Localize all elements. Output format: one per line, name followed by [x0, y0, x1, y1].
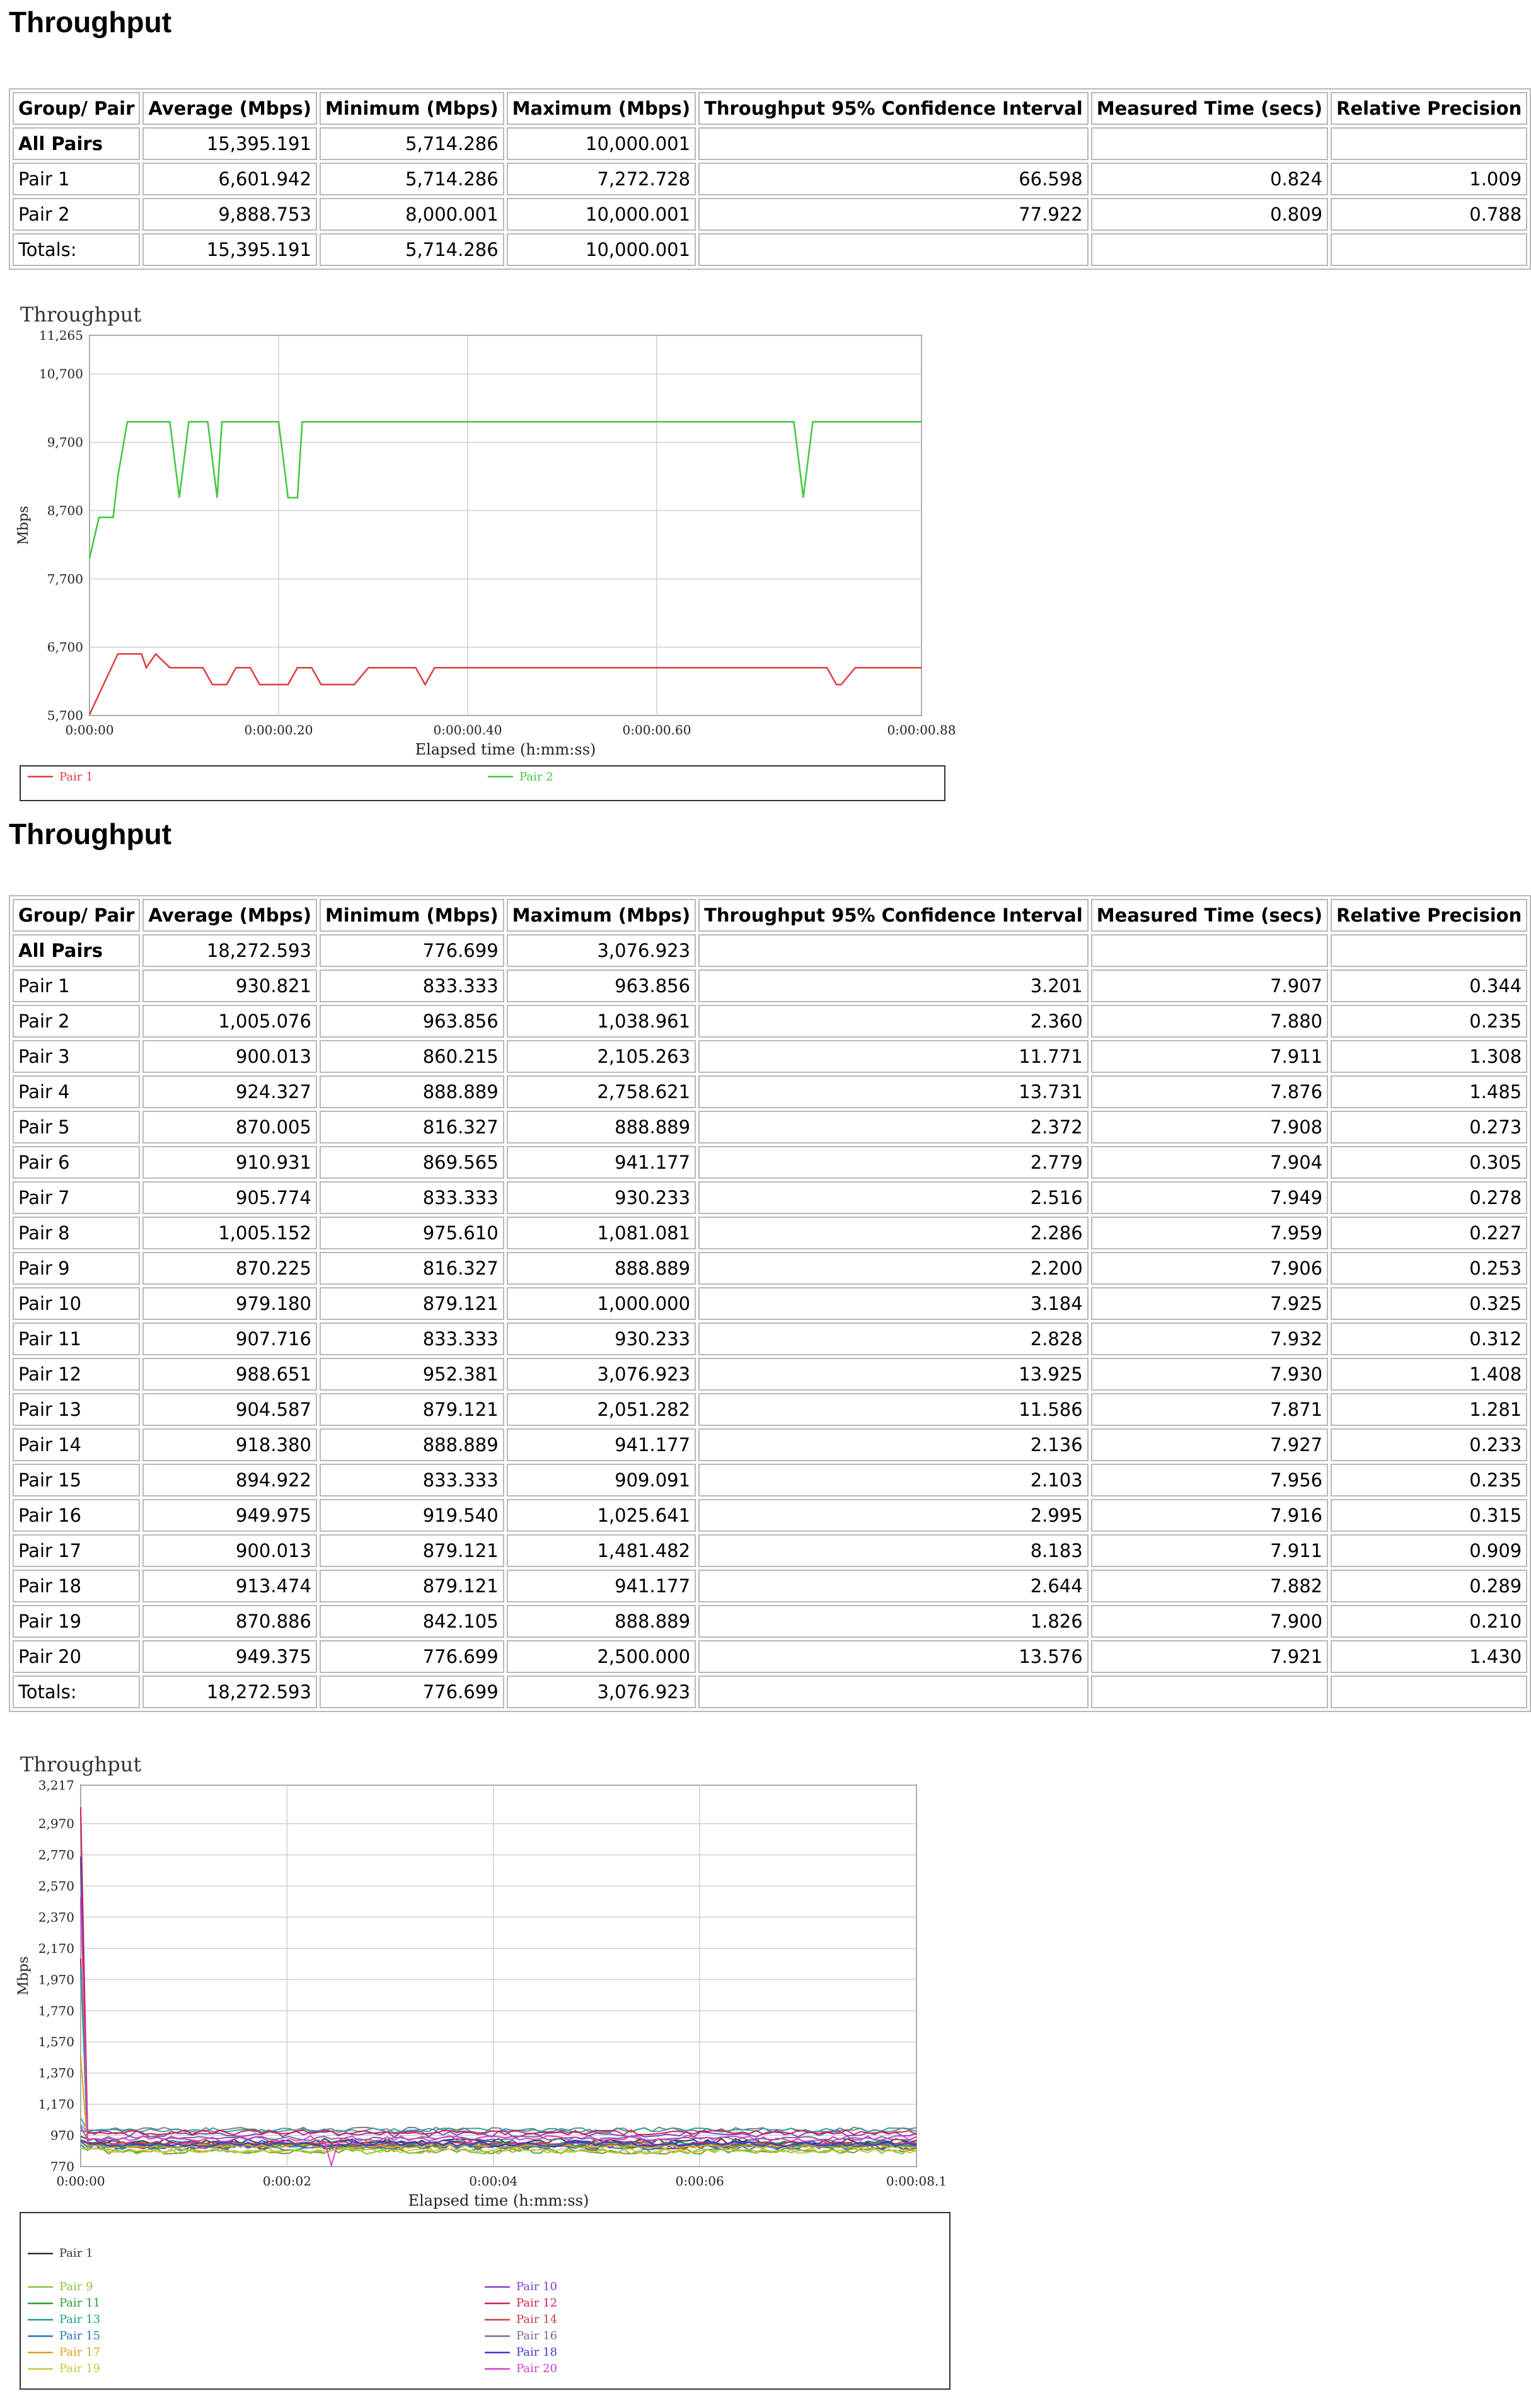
- table-cell: 7.876: [1091, 1075, 1328, 1108]
- x-tick-label: 0:00:02: [262, 2174, 311, 2189]
- table-cell: 879.121: [320, 1287, 504, 1320]
- chart-title: Throughput: [20, 1752, 142, 1776]
- legend-label: Pair 12: [516, 2296, 558, 2310]
- legend-label: Pair 18: [516, 2346, 558, 2359]
- y-tick-label: 2,770: [38, 1847, 74, 1863]
- column-header: Average (Mbps): [142, 92, 317, 125]
- table-cell: 2.372: [698, 1111, 1089, 1143]
- y-tick-label: 2,970: [38, 1816, 74, 1832]
- throughput-table: [9, 895, 1531, 1712]
- table-cell: 1,025.641: [507, 1499, 696, 1532]
- table-cell: [1091, 934, 1328, 967]
- table-cell: 2,758.621: [507, 1075, 696, 1108]
- row-label: All Pairs: [13, 127, 140, 160]
- table-cell: 870.005: [142, 1111, 317, 1143]
- table-cell: 1.009: [1331, 163, 1527, 195]
- table-cell: 3,076.923: [507, 1358, 696, 1391]
- table-row: [13, 1323, 1527, 1355]
- table-cell: 0.909: [1331, 1534, 1527, 1567]
- x-tick-label: 0:00:00.40: [433, 722, 502, 738]
- row-label: Pair 18: [13, 1570, 140, 1602]
- table-cell: 5,714.286: [320, 163, 504, 195]
- table-cell: 7.956: [1091, 1464, 1328, 1496]
- x-tick-label: 0:00:00: [65, 722, 114, 738]
- table-cell: 0.210: [1331, 1605, 1527, 1638]
- section-title: Throughput: [9, 818, 172, 850]
- column-header: Throughput 95% Confidence Interval: [698, 899, 1089, 932]
- x-tick-label: 0:00:04: [469, 2174, 518, 2189]
- table-cell: 0.809: [1091, 198, 1328, 231]
- table-cell: 13.731: [698, 1075, 1089, 1108]
- table-cell: 8,000.001: [320, 198, 504, 231]
- table-cell: 5,714.286: [320, 233, 504, 266]
- table-cell: 7.906: [1091, 1252, 1328, 1285]
- table-cell: 975.610: [320, 1217, 504, 1249]
- table-cell: 7.925: [1091, 1287, 1328, 1320]
- table-cell: 11.586: [698, 1393, 1089, 1426]
- table-row: [13, 1111, 1527, 1143]
- column-header: Measured Time (secs): [1091, 92, 1328, 125]
- table-row: [13, 1358, 1527, 1391]
- y-tick-label: 2,370: [38, 1909, 74, 1925]
- table-cell: 7.882: [1091, 1570, 1328, 1602]
- table-cell: 1,038.961: [507, 1005, 696, 1038]
- legend-label: Pair 1: [59, 770, 93, 784]
- plot-area: [90, 335, 921, 715]
- table-cell: 7.927: [1091, 1428, 1328, 1461]
- table-cell: 907.716: [142, 1323, 317, 1355]
- y-tick-label: 2,170: [38, 1940, 74, 1956]
- table-cell: 963.856: [507, 970, 696, 1002]
- table-cell: 7.949: [1091, 1181, 1328, 1214]
- column-header: Measured Time (secs): [1091, 899, 1328, 932]
- table-row: [13, 1605, 1527, 1638]
- table-cell: 1.408: [1331, 1358, 1527, 1391]
- table-cell: 1.281: [1331, 1393, 1527, 1426]
- table-cell: 888.889: [507, 1605, 696, 1638]
- table-cell: 7.932: [1091, 1323, 1328, 1355]
- table-cell: 1.826: [698, 1605, 1089, 1638]
- legend-box: [20, 766, 945, 801]
- y-tick-label: 1,770: [38, 2003, 74, 2018]
- table-cell: 77.922: [698, 198, 1089, 231]
- table-cell: 924.327: [142, 1075, 317, 1108]
- table-cell: 7.904: [1091, 1146, 1328, 1179]
- y-tick-label: 2,570: [38, 1878, 74, 1894]
- table-cell: 2.136: [698, 1428, 1089, 1461]
- table-cell: [698, 1676, 1089, 1708]
- table-cell: 979.180: [142, 1287, 317, 1320]
- table-cell: 1,005.152: [142, 1217, 317, 1249]
- table-cell: 894.922: [142, 1464, 317, 1496]
- y-tick-label: 770: [50, 2159, 74, 2174]
- table-cell: 879.121: [320, 1393, 504, 1426]
- row-label: Pair 16: [13, 1499, 140, 1532]
- row-label: Pair 9: [13, 1252, 140, 1285]
- table-cell: 7.930: [1091, 1358, 1328, 1391]
- table-cell: 776.699: [320, 1640, 504, 1673]
- table-cell: 833.333: [320, 1181, 504, 1214]
- legend-box: [20, 2213, 950, 2389]
- y-axis-label: Mbps: [16, 506, 32, 545]
- table-cell: 15,395.191: [142, 233, 317, 266]
- table-cell: 1.308: [1331, 1040, 1527, 1073]
- row-label: Pair 1: [13, 163, 140, 195]
- table-cell: 6,601.942: [142, 163, 317, 195]
- y-tick-label: 7,700: [47, 571, 83, 587]
- row-label: All Pairs: [13, 934, 140, 967]
- table-cell: 66.598: [698, 163, 1089, 195]
- legend-label: Pair 14: [516, 2313, 558, 2326]
- table-cell: 2,051.282: [507, 1393, 696, 1426]
- legend-label: Pair 9: [59, 2280, 93, 2293]
- table-row: [13, 1217, 1527, 1249]
- table-row: [13, 198, 1527, 231]
- table-cell: 2.103: [698, 1464, 1089, 1496]
- legend-label: Pair 13: [59, 2313, 101, 2326]
- table-cell: 2,105.263: [507, 1040, 696, 1073]
- table-cell: 1,000.000: [507, 1287, 696, 1320]
- table-cell: [698, 233, 1089, 266]
- table-cell: 941.177: [507, 1428, 696, 1461]
- table-header-row: [13, 899, 1527, 932]
- x-tick-label: 0:00:00: [56, 2174, 105, 2189]
- table-cell: 7.880: [1091, 1005, 1328, 1038]
- table-cell: 904.587: [142, 1393, 317, 1426]
- chart-title: Throughput: [20, 303, 142, 327]
- table-row: [13, 1287, 1527, 1320]
- row-label: Pair 20: [13, 1640, 140, 1673]
- row-label: Totals:: [13, 1676, 140, 1708]
- legend-label: Pair 16: [516, 2329, 558, 2342]
- table-cell: 918.380: [142, 1428, 317, 1461]
- x-tick-label: 0:00:00.88: [887, 722, 956, 738]
- row-label: Pair 5: [13, 1111, 140, 1143]
- table-cell: [1331, 934, 1527, 967]
- table-cell: 0.315: [1331, 1499, 1527, 1532]
- table-cell: 919.540: [320, 1499, 504, 1532]
- table-cell: 952.381: [320, 1358, 504, 1391]
- table-cell: 949.975: [142, 1499, 317, 1532]
- row-label: Pair 3: [13, 1040, 140, 1073]
- legend-label: Pair 10: [516, 2280, 558, 2293]
- table-cell: [1331, 1676, 1527, 1708]
- table-cell: 8.183: [698, 1534, 1089, 1567]
- plot-area: [81, 1785, 916, 2167]
- x-tick-label: 0:00:06: [675, 2174, 724, 2189]
- table-cell: 15,395.191: [142, 127, 317, 160]
- column-header: Throughput 95% Confidence Interval: [698, 92, 1089, 125]
- y-tick-label: 1,570: [38, 2034, 74, 2050]
- row-label: Totals:: [13, 233, 140, 266]
- table-cell: 776.699: [320, 934, 504, 967]
- row-label: Pair 8: [13, 1217, 140, 1249]
- table-cell: 7.916: [1091, 1499, 1328, 1532]
- table-cell: 2.516: [698, 1181, 1089, 1214]
- y-tick-label: 1,370: [38, 2065, 74, 2081]
- table-row: [13, 1570, 1527, 1602]
- y-tick-label: 6,700: [47, 639, 83, 655]
- table-cell: 930.233: [507, 1323, 696, 1355]
- table-cell: 833.333: [320, 970, 504, 1002]
- row-label: Pair 12: [13, 1358, 140, 1391]
- row-label: Pair 13: [13, 1393, 140, 1426]
- table-row: [13, 1534, 1527, 1567]
- table-cell: 816.327: [320, 1252, 504, 1285]
- table-cell: 0.325: [1331, 1287, 1527, 1320]
- table-cell: [1331, 127, 1527, 160]
- table-cell: 2.200: [698, 1252, 1089, 1285]
- y-tick-label: 5,700: [47, 708, 83, 723]
- throughput-chart: [9, 1746, 954, 2395]
- table-cell: 2.286: [698, 1217, 1089, 1249]
- table-row: [13, 1005, 1527, 1038]
- table-cell: 0.788: [1331, 198, 1527, 231]
- table-cell: 0.305: [1331, 1146, 1527, 1179]
- table-row: [13, 1252, 1527, 1285]
- legend-label: Pair 15: [59, 2329, 101, 2342]
- table-cell: 833.333: [320, 1464, 504, 1496]
- x-axis-label: Elapsed time (h:mm:ss): [408, 2192, 589, 2209]
- table-cell: 913.474: [142, 1570, 317, 1602]
- table-cell: 2.995: [698, 1499, 1089, 1532]
- table-cell: 9,888.753: [142, 198, 317, 231]
- table-cell: 888.889: [507, 1111, 696, 1143]
- table-cell: 963.856: [320, 1005, 504, 1038]
- legend-label: Pair 2: [519, 770, 553, 784]
- column-header: Average (Mbps): [142, 899, 317, 932]
- table-cell: 7.921: [1091, 1640, 1328, 1673]
- row-label: Pair 2: [13, 1005, 140, 1038]
- table-cell: 0.289: [1331, 1570, 1527, 1602]
- table-cell: [1091, 1676, 1328, 1708]
- throughput-chart: [9, 296, 954, 807]
- column-header: Group/ Pair: [13, 899, 140, 932]
- table-cell: 7.908: [1091, 1111, 1328, 1143]
- table-cell: 7.907: [1091, 970, 1328, 1002]
- table-cell: 1,081.081: [507, 1217, 696, 1249]
- x-tick-label: 0:00:08.1: [886, 2174, 947, 2189]
- y-tick-label: 11,265: [39, 328, 83, 343]
- table-cell: 13.576: [698, 1640, 1089, 1673]
- row-label: Pair 11: [13, 1323, 140, 1355]
- table-row: [13, 127, 1527, 160]
- table-cell: 3.201: [698, 970, 1089, 1002]
- table-cell: 7.900: [1091, 1605, 1328, 1638]
- row-label: Pair 15: [13, 1464, 140, 1496]
- row-label: Pair 6: [13, 1146, 140, 1179]
- table-row: [13, 934, 1527, 967]
- table-cell: 930.821: [142, 970, 317, 1002]
- column-header: Maximum (Mbps): [507, 899, 696, 932]
- column-header: Minimum (Mbps): [320, 899, 504, 932]
- legend-label: Pair 17: [59, 2346, 101, 2359]
- y-tick-label: 10,700: [39, 366, 83, 382]
- table-cell: 0.235: [1331, 1005, 1527, 1038]
- table-cell: 2.644: [698, 1570, 1089, 1602]
- row-label: Pair 19: [13, 1605, 140, 1638]
- table-cell: 879.121: [320, 1570, 504, 1602]
- table-cell: 900.013: [142, 1534, 317, 1567]
- y-tick-label: 1,970: [38, 1972, 74, 1988]
- table-cell: [698, 934, 1089, 967]
- row-label: Pair 17: [13, 1534, 140, 1567]
- table-header-row: [13, 92, 1527, 125]
- table-cell: 905.774: [142, 1181, 317, 1214]
- table-cell: 18,272.593: [142, 934, 317, 967]
- table-cell: 2.360: [698, 1005, 1089, 1038]
- row-label: Pair 2: [13, 198, 140, 231]
- table-cell: 3,076.923: [507, 1676, 696, 1708]
- column-header: Relative Precision: [1331, 92, 1527, 125]
- table-cell: 988.651: [142, 1358, 317, 1391]
- table-cell: 2,500.000: [507, 1640, 696, 1673]
- table-cell: [1091, 127, 1328, 160]
- table-cell: 7.871: [1091, 1393, 1328, 1426]
- table-cell: 888.889: [507, 1252, 696, 1285]
- y-tick-label: 3,217: [38, 1778, 74, 1793]
- table-cell: 0.227: [1331, 1217, 1527, 1249]
- table-row: [13, 1393, 1527, 1426]
- table-cell: 0.344: [1331, 970, 1527, 1002]
- table-cell: [1331, 233, 1527, 266]
- table-cell: 7.959: [1091, 1217, 1328, 1249]
- table-cell: 909.091: [507, 1464, 696, 1496]
- table-cell: 0.824: [1091, 163, 1328, 195]
- table-row: [13, 1464, 1527, 1496]
- table-row: [13, 1075, 1527, 1108]
- y-tick-label: 1,170: [38, 2097, 74, 2112]
- table-row: [13, 1499, 1527, 1532]
- table-cell: 10,000.001: [507, 127, 696, 160]
- table-cell: 870.886: [142, 1605, 317, 1638]
- table-cell: 18,272.593: [142, 1676, 317, 1708]
- table-cell: [1091, 233, 1328, 266]
- table-row: [13, 1146, 1527, 1179]
- column-header: Group/ Pair: [13, 92, 140, 125]
- row-label: Pair 14: [13, 1428, 140, 1461]
- x-tick-label: 0:00:00.20: [244, 722, 313, 738]
- table-cell: 0.312: [1331, 1323, 1527, 1355]
- table-cell: 1,005.076: [142, 1005, 317, 1038]
- table-cell: 10,000.001: [507, 198, 696, 231]
- table-cell: 888.889: [320, 1075, 504, 1108]
- legend-label: Pair 19: [59, 2362, 101, 2375]
- table-row: [13, 1040, 1527, 1073]
- legend-label: Pair 1: [59, 2247, 93, 2260]
- table-cell: 2.779: [698, 1146, 1089, 1179]
- table-cell: 10,000.001: [507, 233, 696, 266]
- column-header: Relative Precision: [1331, 899, 1527, 932]
- table-cell: 0.233: [1331, 1428, 1527, 1461]
- row-label: Pair 4: [13, 1075, 140, 1108]
- table-row: [13, 163, 1527, 195]
- table-cell: 816.327: [320, 1111, 504, 1143]
- table-cell: 941.177: [507, 1570, 696, 1602]
- table-cell: 888.889: [320, 1428, 504, 1461]
- table-cell: 13.925: [698, 1358, 1089, 1391]
- table-cell: 900.013: [142, 1040, 317, 1073]
- table-cell: 0.273: [1331, 1111, 1527, 1143]
- table-cell: 833.333: [320, 1323, 504, 1355]
- table-cell: 11.771: [698, 1040, 1089, 1073]
- column-header: Maximum (Mbps): [507, 92, 696, 125]
- table-cell: 7,272.728: [507, 163, 696, 195]
- y-tick-label: 8,700: [47, 502, 83, 518]
- table-cell: 7.911: [1091, 1534, 1328, 1567]
- table-cell: 870.225: [142, 1252, 317, 1285]
- table-cell: 3.184: [698, 1287, 1089, 1320]
- y-axis-label: Mbps: [16, 1956, 32, 1996]
- column-header: Minimum (Mbps): [320, 92, 504, 125]
- table-cell: 2.828: [698, 1323, 1089, 1355]
- row-label: Pair 10: [13, 1287, 140, 1320]
- table-cell: 3,076.923: [507, 934, 696, 967]
- table-cell: 879.121: [320, 1534, 504, 1567]
- table-cell: 5,714.286: [320, 127, 504, 160]
- table-cell: 0.235: [1331, 1464, 1527, 1496]
- x-axis-label: Elapsed time (h:mm:ss): [415, 741, 596, 758]
- table-cell: 1.430: [1331, 1640, 1527, 1673]
- row-label: Pair 7: [13, 1181, 140, 1214]
- table-cell: 7.911: [1091, 1040, 1328, 1073]
- table-cell: [698, 127, 1089, 160]
- table-cell: 0.278: [1331, 1181, 1527, 1214]
- table-cell: 0.253: [1331, 1252, 1527, 1285]
- y-tick-label: 9,700: [47, 434, 83, 450]
- table-cell: 1.485: [1331, 1075, 1527, 1108]
- table-row: [13, 1640, 1527, 1673]
- table-row: [13, 1181, 1527, 1214]
- table-cell: 941.177: [507, 1146, 696, 1179]
- table-cell: 1,481.482: [507, 1534, 696, 1567]
- x-tick-label: 0:00:00.60: [622, 722, 691, 738]
- throughput-table: [9, 88, 1531, 270]
- table-cell: 776.699: [320, 1676, 504, 1708]
- row-label: Pair 1: [13, 970, 140, 1002]
- table-cell: 930.233: [507, 1181, 696, 1214]
- table-cell: 860.215: [320, 1040, 504, 1073]
- legend-label: Pair 11: [59, 2296, 101, 2310]
- y-tick-label: 970: [50, 2127, 74, 2143]
- table-row: [13, 233, 1527, 266]
- table-cell: 869.565: [320, 1146, 504, 1179]
- table-cell: 842.105: [320, 1605, 504, 1638]
- table-row: [13, 1428, 1527, 1461]
- section-title: Throughput: [9, 6, 172, 38]
- table-cell: 949.375: [142, 1640, 317, 1673]
- table-row: [13, 1676, 1527, 1708]
- table-row: [13, 970, 1527, 1002]
- legend-label: Pair 20: [516, 2362, 558, 2375]
- table-cell: 910.931: [142, 1146, 317, 1179]
